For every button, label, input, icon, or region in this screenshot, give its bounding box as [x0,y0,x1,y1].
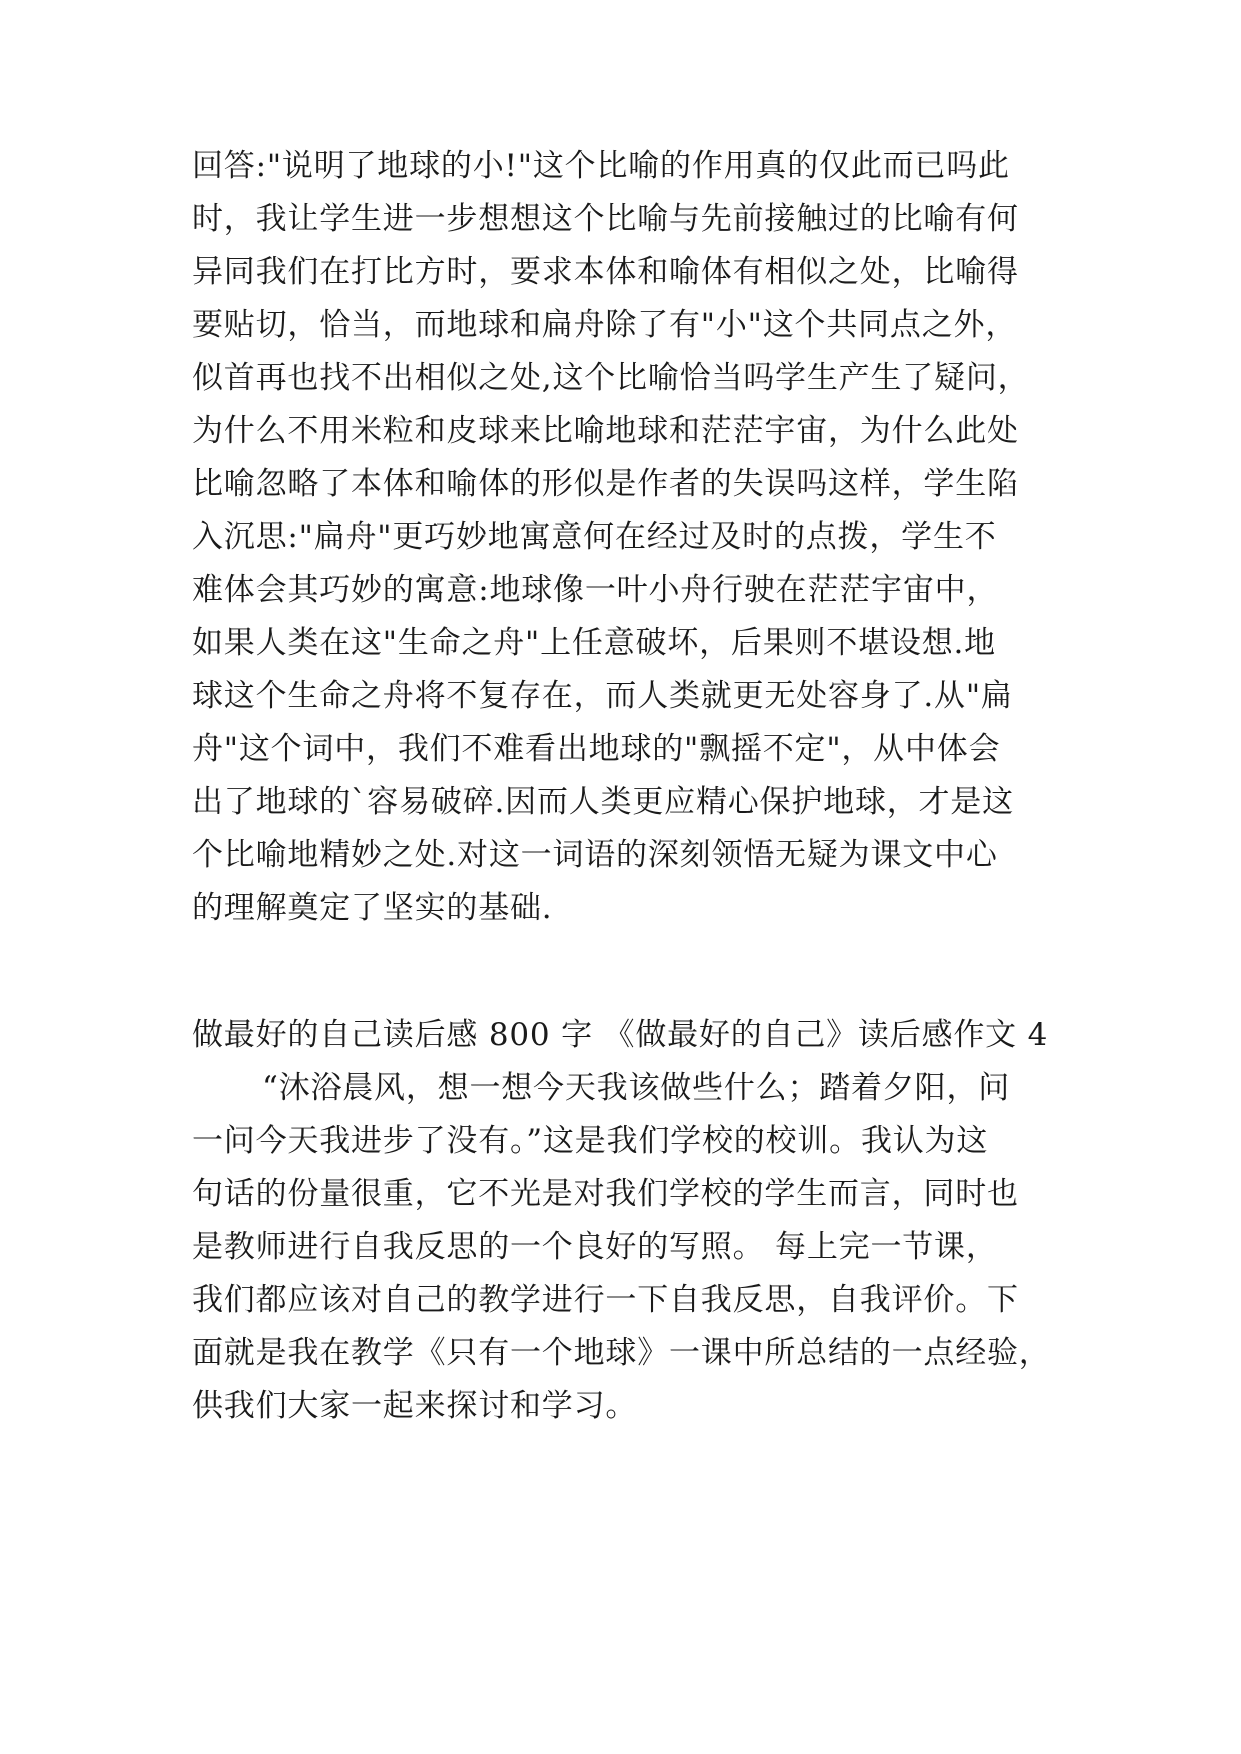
paragraph2-line: 句话的份量很重，它不光是对我们学校的学生而言，同时也 [192,1176,1019,1212]
paragraph2-line: 是教师进行自我反思的一个良好的写照。 每上完一节课， [192,1229,998,1265]
paragraph1-line: 舟"这个词中，我们不难看出地球的"飘摇不定"，从中体会 [192,731,1001,767]
paragraph1-line: 要贴切，恰当，而地球和扁舟除了有"小"这个共同点之外， [192,307,1018,343]
paragraph1-line: 时，我让学生进一步想想这个比喻与先前接触过的比喻有何 [192,201,1019,237]
paragraph1-line: 如果人类在这"生命之舟"上任意破坏，后果则不堪设想.地 [192,625,996,661]
paragraph1-line: 出了地球的`容易破碎.因而人类更应精心保护地球，才是这 [192,784,1014,820]
paragraph2-line: 供我们大家一起来探讨和学习。 [192,1388,638,1424]
paragraph1-line: 回答:"说明了地球的小!"这个比喻的作用真的仅此而已吗此 [192,148,1010,184]
paragraph1-line: 似首再也找不出相似之处,这个比喻恰当吗学生产生了疑问， [192,360,1030,396]
paragraph1-line: 异同我们在打比方时，要求本体和喻体有相似之处，比喻得 [192,254,1019,290]
paragraph2-line: 我们都应该对自己的教学进行一下自我反思，自我评价。下 [192,1282,1019,1318]
paragraph1-line: 难体会其巧妙的寓意:地球像一叶小舟行驶在茫茫宇宙中， [192,572,999,608]
section-title: 做最好的自己读后感 800 字 《做最好的自己》读后感作文 4 [192,1017,1049,1053]
paragraph1-line: 的理解奠定了坚实的基础. [192,890,553,926]
paragraph1-line: 个比喻地精妙之处.对这一词语的深刻领悟无疑为课文中心 [192,837,998,873]
paragraph1-line: 入沉思:"扁舟"更巧妙地寓意何在经过及时的点拨，学生不 [192,519,997,555]
paragraph1-line: 为什么不用米粒和皮球来比喻地球和茫茫宇宙，为什么此处 [192,413,1019,449]
paragraph2-line: 面就是我在教学《只有一个地球》一课中所总结的一点经验， [192,1335,1051,1371]
paragraph2-line: 一问今天我进步了没有。”这是我们学校的校训。我认为这 [192,1123,989,1159]
paragraph2-line: “沐浴晨风，想一想今天我该做些什么；踏着夕阳，问 [262,1070,1011,1106]
paragraph1-line: 球这个生命之舟将不复存在，而人类就更无处容身了.从"扁 [192,678,1013,714]
paragraph1-line: 比喻忽略了本体和喻体的形似是作者的失误吗这样，学生陷 [192,466,1019,502]
